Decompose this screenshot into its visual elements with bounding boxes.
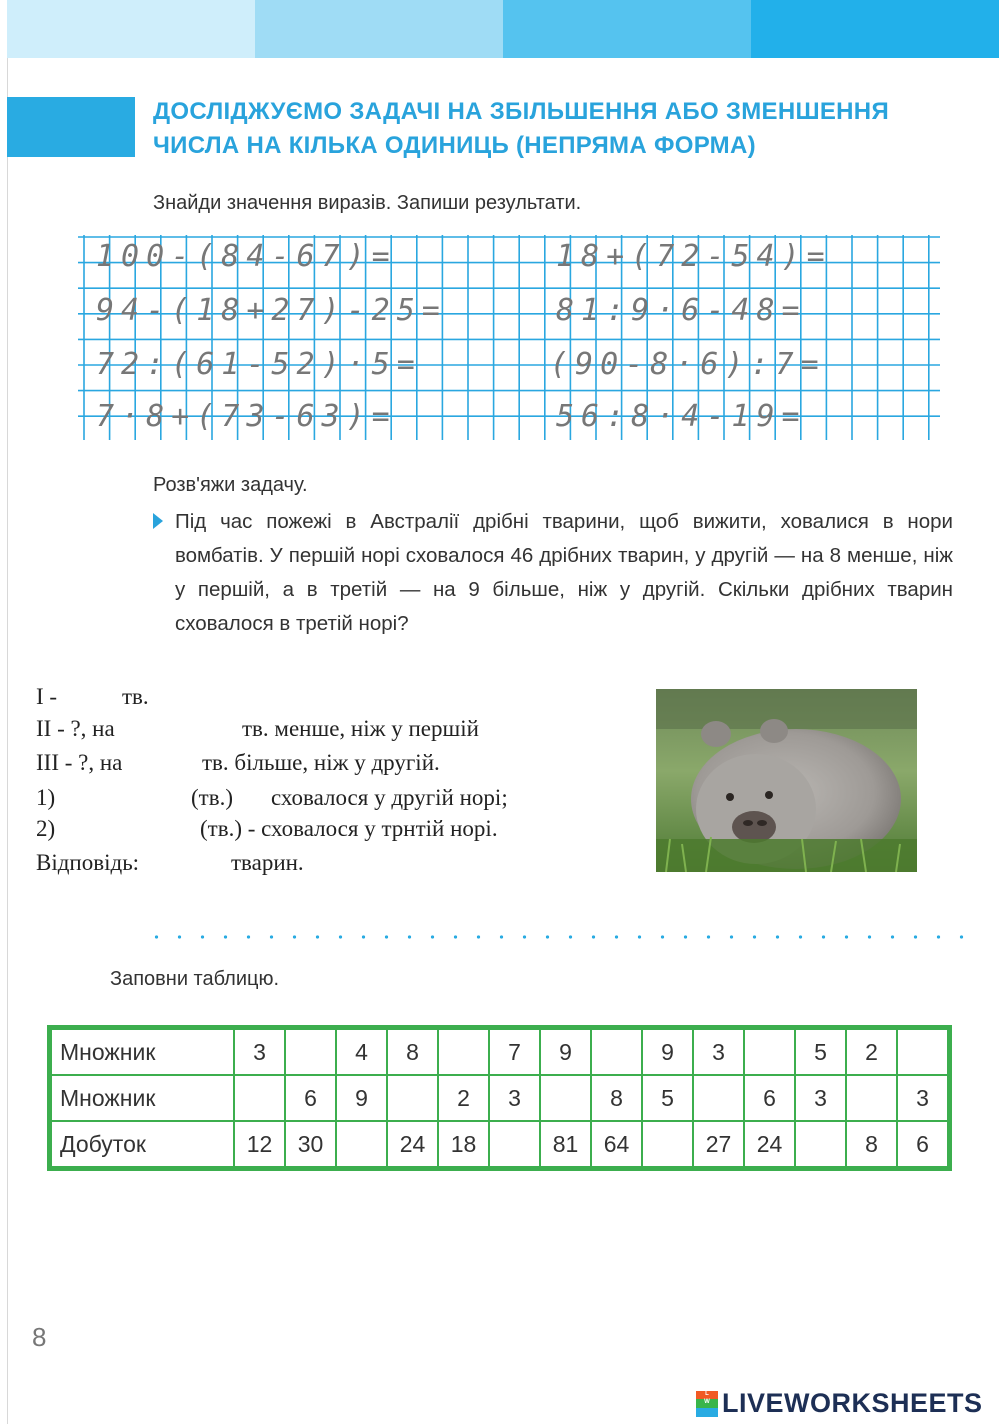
section-heading [153,95,973,163]
value-cell: 3 [234,1029,285,1075]
value-cell: 8 [591,1075,642,1121]
row-label: Множник [51,1029,234,1075]
value-cell: 6 [897,1121,948,1167]
problem-text: Під час пожежі в Австралії дрібні тварини, щоб вижити, ховалися в нори вомбатів. У першій норі сховалося 46 дрібних тварин, у другій — на 8 менше, ніж у першій, а в третій — на 9 більше, ніж у другій. Скільки дрібних тварин сховалося в третій норі? [175,510,953,635]
solution-label: ІІІ - ?, на [36,750,123,775]
value-cell: 2 [438,1075,489,1121]
liveworksheets-logo [696,1388,983,1419]
answer-cell[interactable] [387,1075,438,1121]
answer-cell[interactable] [540,1075,591,1121]
value-cell: 8 [846,1121,897,1167]
liveworksheets-brand: LIVEWORKSHEETS [722,1388,983,1418]
task1-instruction: Знайди значення виразів. Запиши результати. [153,192,582,214]
expression-right-3: (90-8·6):7= [550,347,826,382]
answer-cell[interactable] [438,1029,489,1075]
top-color-bar [7,0,999,58]
value-cell: 7 [489,1029,540,1075]
value-cell: 6 [744,1075,795,1121]
value-cell: 3 [489,1075,540,1121]
value-cell: 3 [897,1075,948,1121]
answer-cell[interactable] [591,1029,642,1075]
value-cell: 2 [846,1029,897,1075]
value-cell: 30 [285,1121,336,1167]
value-cell: 9 [642,1029,693,1075]
task3-instruction: Заповни таблицю. [110,968,280,990]
answer-cell[interactable] [336,1121,387,1167]
solution-step: 1) [36,785,56,810]
answer-label: Відповідь: [36,850,140,875]
logo-letter-l: L [696,1391,718,1400]
liveworksheets-icon [696,1391,718,1417]
value-cell: 12 [234,1121,285,1167]
value-cell: 81 [540,1121,591,1167]
value-cell: 18 [438,1121,489,1167]
expression-right-4: 56:8·4-19= [556,399,807,434]
solution-text: сховалося у другій норі; [271,785,508,810]
expression-grid [78,235,940,440]
row-label: Добуток [51,1121,234,1167]
answer-cell[interactable] [846,1075,897,1121]
answer-unit: тварин. [231,850,304,875]
solution-line-3 [36,750,440,776]
solution-line-6 [36,850,304,876]
value-cell: 3 [693,1029,744,1075]
answer-cell[interactable] [234,1075,285,1121]
logo-letter-w: W [696,1399,718,1408]
solution-line-5 [36,816,498,842]
solution-text: тв. більше, ніж у другій. [202,750,440,775]
solution-line-2 [36,716,479,742]
bullet-arrow-icon [153,513,163,529]
expression-right-2: 81:9·6-48= [556,293,807,328]
expression-right-1: 18+(72-54)= [556,239,832,274]
solution-text: (тв.) - сховалося у трнтій норі. [200,816,498,841]
value-cell: 3 [795,1075,846,1121]
answer-cell[interactable] [642,1121,693,1167]
value-cell: 27 [693,1121,744,1167]
answer-cell[interactable] [693,1075,744,1121]
answer-cell[interactable] [897,1029,948,1075]
value-cell: 9 [540,1029,591,1075]
expression-left-3: 72:(61-52)·5= [96,347,422,382]
value-cell: 5 [642,1075,693,1121]
value-cell: 6 [285,1075,336,1121]
solution-unit: (тв.) [191,785,233,810]
value-cell: 9 [336,1075,387,1121]
expression-left-2: 94-(18+27)-25= [96,293,447,328]
wombat-photo [656,689,917,872]
section-divider-dots [145,935,965,939]
problem-text-block [153,505,953,641]
value-cell: 4 [336,1029,387,1075]
expression-left-1: 100-(84-67)= [96,239,397,274]
solution-label: ІІ - ?, на [36,716,115,741]
answer-cell[interactable] [795,1121,846,1167]
row-label: Множник [51,1075,234,1121]
value-cell: 24 [744,1121,795,1167]
value-cell: 5 [795,1029,846,1075]
answer-cell[interactable] [744,1029,795,1075]
solution-label: І - [36,684,58,709]
expression-left-4: 7·8+(73-63)= [96,399,397,434]
answer-cell[interactable] [489,1121,540,1167]
solution-line-1 [36,684,149,710]
solution-line-4 [36,785,508,811]
page-number: 8 [32,1322,47,1352]
heading-accent-bar [7,97,135,157]
table-row [51,1075,948,1121]
value-cell: 8 [387,1029,438,1075]
value-cell: 24 [387,1121,438,1167]
multiplication-table [50,1028,949,1168]
value-cell: 64 [591,1121,642,1167]
solution-text: тв. менше, ніж у першій [242,716,479,741]
task2-instruction: Розв'яжи задачу. [153,474,308,496]
heading-line-1: ДОСЛІДЖУЄМО ЗАДАЧІ НА ЗБІЛЬШЕННЯ АБО ЗМЕНШЕННЯ [153,98,889,125]
solution-unit: тв. [122,684,149,709]
solution-step: 2) [36,816,56,841]
table-row [51,1029,948,1075]
heading-line-2: ЧИСЛА НА КІЛЬКА ОДИНИЦЬ (НЕПРЯМА ФОРМА) [153,132,756,159]
table-row [51,1121,948,1167]
answer-cell[interactable] [285,1029,336,1075]
